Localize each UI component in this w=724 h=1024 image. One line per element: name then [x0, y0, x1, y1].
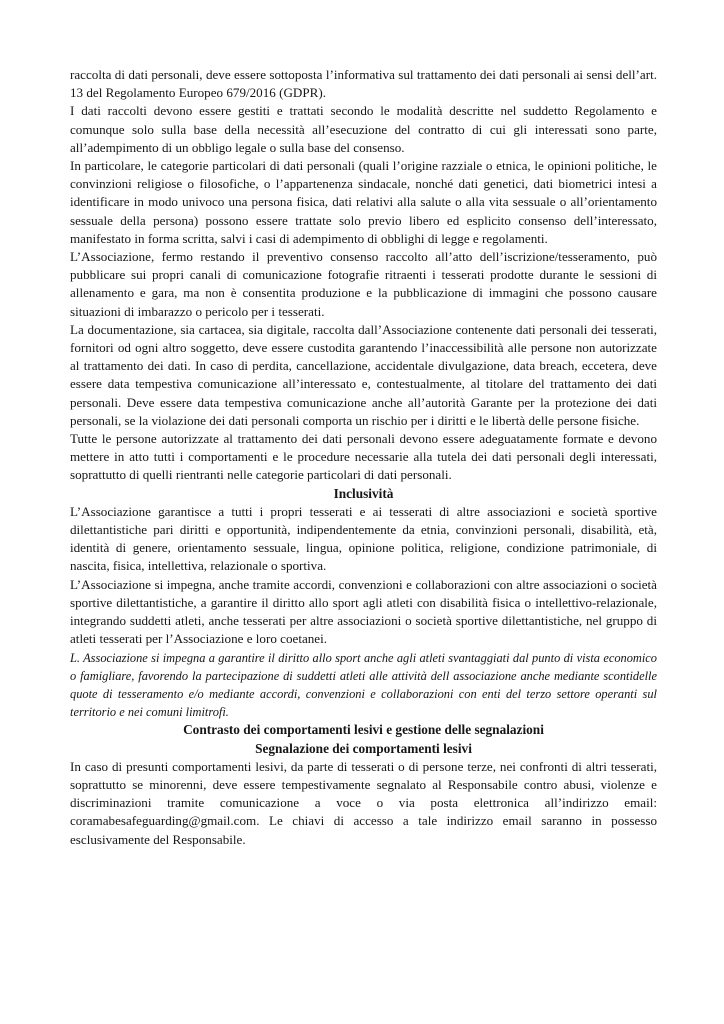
document-page	[70, 66, 657, 849]
paragraph-categorie-particolari: In particolare, le categorie particolari di dati personali (quali l’origine razziale o etnica, le opinioni politiche, le convinzioni religiose o filosofiche, o l’appartenenza sindacale, nonché dati genetici, dati biometrici intesi a identificare in modo univoco una persona fisica, dati relativi alla salute o alla vita sessuale o all’orientamento sessuale della persona) possono essere trattate solo previo libero ed esplicito consenso dell’interessato, manifestato in forma scritta, salvi i casi di adempimento di obblighi di legge e regolamenti.	[70, 158, 657, 246]
paragraph-informativa: raccolta di dati personali, deve essere sottoposta l’informativa sul trattamento dei dati personali ai sensi dell’art. 13 del Regolamento Europeo 679/2016 (GDPR).	[70, 67, 657, 101]
heading-inclusivita: Inclusività	[333, 485, 394, 501]
paragraph-persone-autorizzate: Tutte le persone autorizzate al trattamento dei dati personali devono essere adeguatamente formate e devono mettere in atto tutti i comportamenti e le procedure necessarie alla tutela dei dati personali degli interessati, soprattutto di quelli rientranti nelle categorie particolari di dati personali.	[70, 431, 657, 483]
heading-segnalazione: Segnalazione dei comportamenti lesivi	[255, 740, 472, 756]
paragraph-segnalazione: In caso di presunti comportamenti lesivi, da parte di tesserati o di persone terze, nei confronti di altri tesserati, soprattutto se minorenni, deve essere tempestivamente segnalato al Responsabile contro abusi, violenze e discriminazioni tramite comunicazione a voce o via posta elettronica all’indirizzo email: coramabesafeguarding@gmail.com. Le chiavi di accesso a tale indirizzo email saranno in possesso esclusivamente del Responsabile.	[70, 758, 657, 847]
paragraph-pari-diritti: L’Associazione garantisce a tutti i propri tesserati e ai tesserati di altre associazioni e società sportive dilettantistiche pari diritti e opportunità, indipendentemente da etnia, convinzioni personali, disabilità, età, identità di genere, orientamento sessuale, lingua, opinione politica, religione, condizione patrimoniale, di nascita, fisica, intellettiva, relazionale o sportiva.	[70, 503, 657, 574]
heading-contrasto: Contrasto dei comportamenti lesivi e gestione delle segnalazioni	[183, 722, 544, 738]
paragraph-documentazione: La documentazione, sia cartacea, sia digitale, raccolta dall’Associazione contenente dati personali dei tesserati, fornitori od ogni altro soggetto, deve essere custodita garantendo l’inaccessibilità alle persone non autorizzate al trattamento dei dati. In caso di perdita, cancellazione, accidentale divulgazione, data breach, eccetera, deve essere data tempestiva comunicazione all’interessato e, contestualmente, al titolare del trattamento dei dati personali. Deve essere data tempestiva comunicazione anche all’autorità Garante per la protezione dei dati personali, se la violazione dei dati personali comporta un rischio per i diritti e le libertà delle persone fisiche.	[70, 321, 657, 428]
paragraph-dati-raccolti: I dati raccolti devono essere gestiti e trattati secondo le modalità descritte nel suddetto Regolamento e comunque solo sulla base della necessità all’esecuzione del contratto di cui gli interessati sono parte, all’adempimento di un obbligo legale o sulla base del consenso.	[70, 103, 657, 155]
paragraph-svantaggiati: L. Associazione si impegna a garantire il diritto allo sport anche agli atleti svantaggiati dal punto di vista economico o famigliare, favorendo la partecipazione di suddetti atleti alle attività dell associazione anche mediante scontidelle quote di tesseramento e/o mediante accordi, convenzioni e collaborazioni con enti del terzo settore operanti sul territorio e nei comuni limitrofi.	[70, 650, 657, 720]
paragraph-fotografie: L’Associazione, fermo restando il preventivo consenso raccolto all’atto dell’iscrizione/tesseramento, può pubblicare sui propri canali di comunicazione fotografie ritraenti i tesserati prodotte durante le sessioni di allenamento e gara, ma non è consentita produzione e la pubblicazione di immagini che possono causare situazioni di imbarazzo o pericolo per i tesserati.	[70, 249, 657, 319]
paragraph-disabilita: L’Associazione si impegna, anche tramite accordi, convenzioni e collaborazioni con altre associazioni o società sportive dilettantistiche, a garantire il diritto allo sport agli atleti con disabilità fisica o intellettivo-relazionale, integrando suddetti atleti, anche tesserati per altre associazioni o società sportive dilettantistiche, nel gruppo di atleti tesserati per l’Associazione e loro coetanei.	[70, 576, 657, 647]
